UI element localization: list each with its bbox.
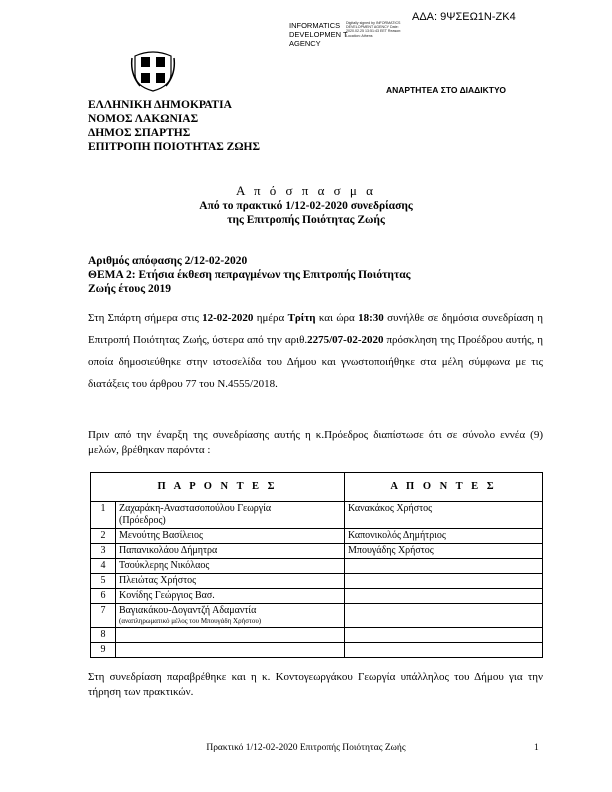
- header-line: ΝΟΜΟΣ ΛΑΚΩΝΙΑΣ: [88, 113, 199, 125]
- subtitle-line: Από το πρακτικό 1/12-02-2020 συνεδρίασης: [199, 200, 413, 212]
- absent-header: Α Π Ο Ν Τ Ε Σ: [345, 473, 543, 502]
- table-row: [91, 628, 543, 643]
- header-line: ΕΠΙΤΡΟΠΗ ΠΟΙΟΤΗΤΑΣ ΖΩΗΣ: [88, 141, 261, 153]
- quorum-paragraph: Πριν από την έναρξη της συνεδρίασης αυτής η κ.Πρόεδρος διαπίστωσε ότι σε σύνολο εννέα (9) μελών, βρέθηκαν παρόντα :: [88, 429, 543, 456]
- posting-label: ΑΝΑΡΤΗΤΕΑ ΣΤΟ ΔΙΑΔΙΚΤΥΟ: [386, 85, 506, 95]
- table-row: [91, 544, 543, 559]
- decision-block: [88, 254, 543, 296]
- row-number: 5: [91, 574, 116, 589]
- absent-name: [345, 628, 543, 643]
- present-name: Μενούτης Βασίλειος: [116, 529, 345, 544]
- absent-name: [345, 643, 543, 658]
- header-line: ΔΗΜΟΣ ΣΠΑΡΤΗΣ: [88, 127, 191, 139]
- page-footer: Πρακτικό 1/12-02-2020 Επιτροπής Ποιότητας Ζωής: [206, 743, 406, 753]
- row-number: 3: [91, 544, 116, 559]
- row-number: 6: [91, 589, 116, 604]
- digital-signature-text: Digitally signed by INFORMATICS DEVELOPMENT AGENCY Date: 2020.02.25 13:51:43 EET Reason: Location: Athens: [346, 21, 402, 38]
- present-name: Κονίδης Γεώργιος Βασ.: [116, 589, 345, 604]
- attendance-table: [90, 472, 543, 658]
- decision-number: Αριθμός απόφασης 2/12-02-2020: [88, 255, 248, 267]
- subject-line: ΘΕΜΑ 2: Ετήσια έκθεση πεπραγμένων της Επιτροπής Ποιότητας: [88, 269, 411, 281]
- table-row: [91, 604, 543, 628]
- meeting-day: Τρίτη: [287, 312, 316, 324]
- header-line: ΕΛΛΗΝΙΚΗ ΔΗΜΟΚΡΑΤΙΑ: [88, 99, 232, 111]
- present-name: [116, 628, 345, 643]
- text: πρόσκληση της Προέδρου αυτής, η οποία δημοσιεύθηκε στην ιστοσελίδα του Δήμου και γνωστοποιήθηκε στα μέλη σύμφωνα με τις διατάξεις του άρθρου 77 του Ν.4555/2018.: [88, 334, 543, 390]
- present-name: Παπανικολάου Δήμητρα: [116, 544, 345, 559]
- row-number: 1: [91, 502, 116, 529]
- table-row: [91, 643, 543, 658]
- row-number: 9: [91, 643, 116, 658]
- absent-name: [345, 604, 543, 628]
- letterhead: [88, 98, 260, 154]
- invitation-number: 2275/07-02-2020: [307, 334, 384, 346]
- absent-name: [345, 559, 543, 574]
- table-row: [91, 529, 543, 544]
- greek-emblem-icon: [130, 48, 176, 92]
- text: συνήλθε σε δημόσια συνεδρίαση η Επιτροπή Ποιότητας Ζωής, ύστερα από την αριθ.: [88, 312, 543, 346]
- present-name: Τσούκλερης Νικόλαος: [116, 559, 345, 574]
- present-cell: [116, 502, 345, 529]
- row-number: 7: [91, 604, 116, 628]
- present-header: Π Α Ρ Ο Ν Τ Ε Σ: [91, 473, 345, 502]
- meeting-paragraph: [88, 307, 543, 395]
- table-row: [91, 589, 543, 604]
- ida-label: INFORMATICS DEVELOPMEN T AGENCY: [289, 21, 348, 48]
- row-number: 4: [91, 559, 116, 574]
- page-number: 1: [534, 743, 539, 753]
- role-note: (Πρόεδρος): [119, 515, 166, 526]
- table-header-row: [91, 473, 543, 502]
- role-note: (αναπληρωματικό μέλος του Μπουγάδη Χρήστου): [119, 617, 262, 625]
- subtitle-line: της Επιτροπής Ποιότητας Ζωής: [227, 214, 385, 226]
- text: ημέρα: [253, 312, 288, 324]
- subject-line: Ζωής έτους 2019: [88, 283, 171, 295]
- table-row: [91, 559, 543, 574]
- text: και ώρα: [315, 312, 359, 324]
- table-row: [91, 574, 543, 589]
- absent-name: [345, 574, 543, 589]
- document-title: Α π ό σ π α σ μ α: [236, 183, 376, 198]
- present-name: Βαγιακάκου-Δογαντζή Αδαμαντία: [119, 605, 257, 616]
- absent-name: Μπουγάδης Χρήστος: [345, 544, 543, 559]
- meeting-time: 18:30: [358, 312, 384, 324]
- text: Στη Σπάρτη σήμερα στις: [88, 312, 203, 324]
- row-number: 8: [91, 628, 116, 643]
- document-subtitle: [0, 199, 612, 227]
- meeting-date: 12-02-2020: [202, 312, 254, 324]
- absent-name: [345, 589, 543, 604]
- present-cell: [116, 604, 345, 628]
- present-name: [116, 643, 345, 658]
- ada-code: ΑΔΑ: 9ΨΣΕΩ1Ν-ΖΚ4: [412, 11, 516, 23]
- present-name: Ζαχαράκη-Αναστασοπούλου Γεωργία: [119, 503, 272, 514]
- table-row: [91, 502, 543, 529]
- absent-name: Καπονικολός Δημήτριος: [345, 529, 543, 544]
- present-name: Πλειώτας Χρήστος: [116, 574, 345, 589]
- clerk-paragraph: Στη συνεδρίαση παραβρέθηκε και η κ. Κοντογεωργάκου Γεωργία υπάλληλος του Δήμου για την τήρηση των πρακτικών.: [88, 671, 543, 698]
- absent-name: Κανακάκος Χρήστος: [345, 502, 543, 529]
- row-number: 2: [91, 529, 116, 544]
